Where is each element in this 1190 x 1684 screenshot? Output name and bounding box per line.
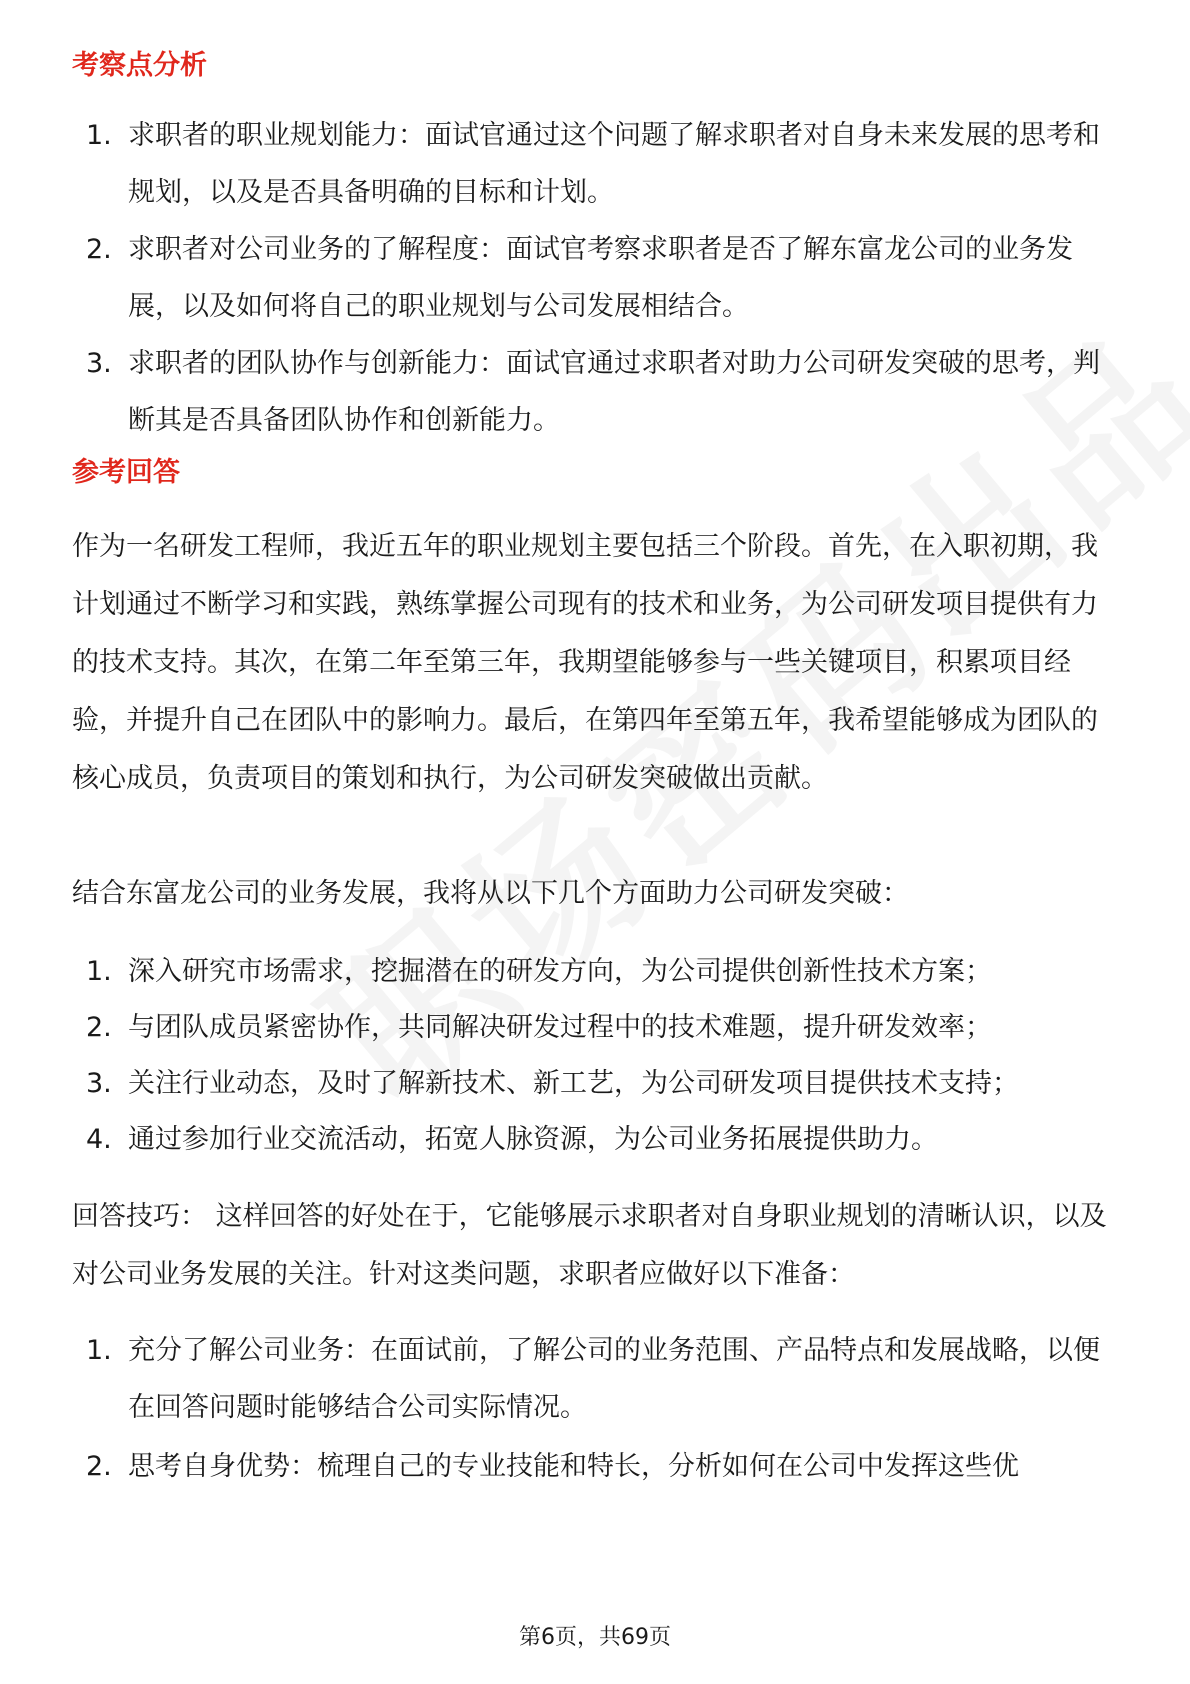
analysis-list (72, 107, 1122, 449)
answer-list (72, 945, 1122, 1169)
list-item-number: 3. (86, 1068, 112, 1099)
list-item-number: 2. (86, 234, 112, 265)
list-item-number: 2. (86, 1012, 112, 1043)
tips-list (72, 1322, 1122, 1497)
list-item-number: 3. (86, 348, 112, 379)
list-item (72, 1322, 1122, 1436)
list-item-text: 求职者的团队协作与创新能力：面试官通过求职者对助力公司研发突破的思考，判断其是否具备团队协作和创新能力。 (128, 348, 1100, 436)
list-item (72, 1057, 1122, 1111)
list-item-text: 求职者对公司业务的了解程度：面试官考察求职者是否了解东富龙公司的业务发展，以及如何将自己的职业规划与公司发展相结合。 (128, 234, 1073, 322)
list-item-text: 深入研究市场需求，挖掘潜在的研发方向，为公司提供创新性技术方案； (128, 956, 992, 987)
list-item-number: 1. (86, 956, 112, 987)
list-item-text: 通过参加行业交流活动，拓宽人脉资源，为公司业务拓展提供助力。 (128, 1124, 938, 1155)
tips-paragraph: 回答技巧： 这样回答的好处在于，它能够展示求职者对自身职业规划的清晰认识，以及对公司业务发展的关注。针对这类问题，求职者应做好以下准备： (72, 1201, 1107, 1290)
list-item-text: 与团队成员紧密协作，共同解决研发过程中的技术难题，提升研发效率； (128, 1012, 992, 1043)
list-item-number: 1. (86, 1335, 112, 1366)
list-item-text: 思考自身优势：梳理自己的专业技能和特长，分析如何在公司中发挥这些优 (128, 1451, 1019, 1482)
list-item-number: 2. (86, 1451, 112, 1482)
list-item-text: 求职者的职业规划能力：面试官通过这个问题了解求职者对自身未来发展的思考和规划，以及是否具备明确的目标和计划。 (128, 120, 1100, 208)
list-item (72, 221, 1122, 335)
answer-intro-paragraph: 结合东富龙公司的业务发展，我将从以下几个方面助力公司研发突破： (72, 878, 909, 909)
list-item (72, 945, 1122, 999)
list-item (72, 335, 1122, 449)
list-item (72, 1001, 1122, 1055)
list-item-number: 1. (86, 120, 112, 151)
answer-heading: 参考回答 (72, 457, 180, 488)
list-item (72, 1113, 1122, 1167)
answer-paragraph: 作为一名研发工程师，我近五年的职业规划主要包括三个阶段。首先，在入职初期，我计划通过不断学习和实践，熟练掌握公司现有的技术和业务，为公司研发项目提供有力的技术支持。其次，在第二年至第三年，我期望能够参与一些关键项目，积累项目经验，并提升自己在团队中的影响力。最后，在第四年至第五年，我希望能够成为团队的核心成员，负责项目的策划和执行，为公司研发突破做出贡献。 (72, 531, 1098, 794)
list-item-text: 充分了解公司业务：在面试前，了解公司的业务范围、产品特点和发展战略，以便在回答问题时能够结合公司实际情况。 (128, 1335, 1100, 1423)
list-item-number: 4. (86, 1124, 112, 1155)
page-number-footer: 第6页，共69页 (519, 1625, 671, 1650)
analysis-heading: 考察点分析 (72, 50, 207, 81)
list-item (72, 107, 1122, 221)
list-item-text: 关注行业动态，及时了解新技术、新工艺，为公司研发项目提供技术支持； (128, 1068, 1019, 1099)
list-item (72, 1438, 1122, 1495)
